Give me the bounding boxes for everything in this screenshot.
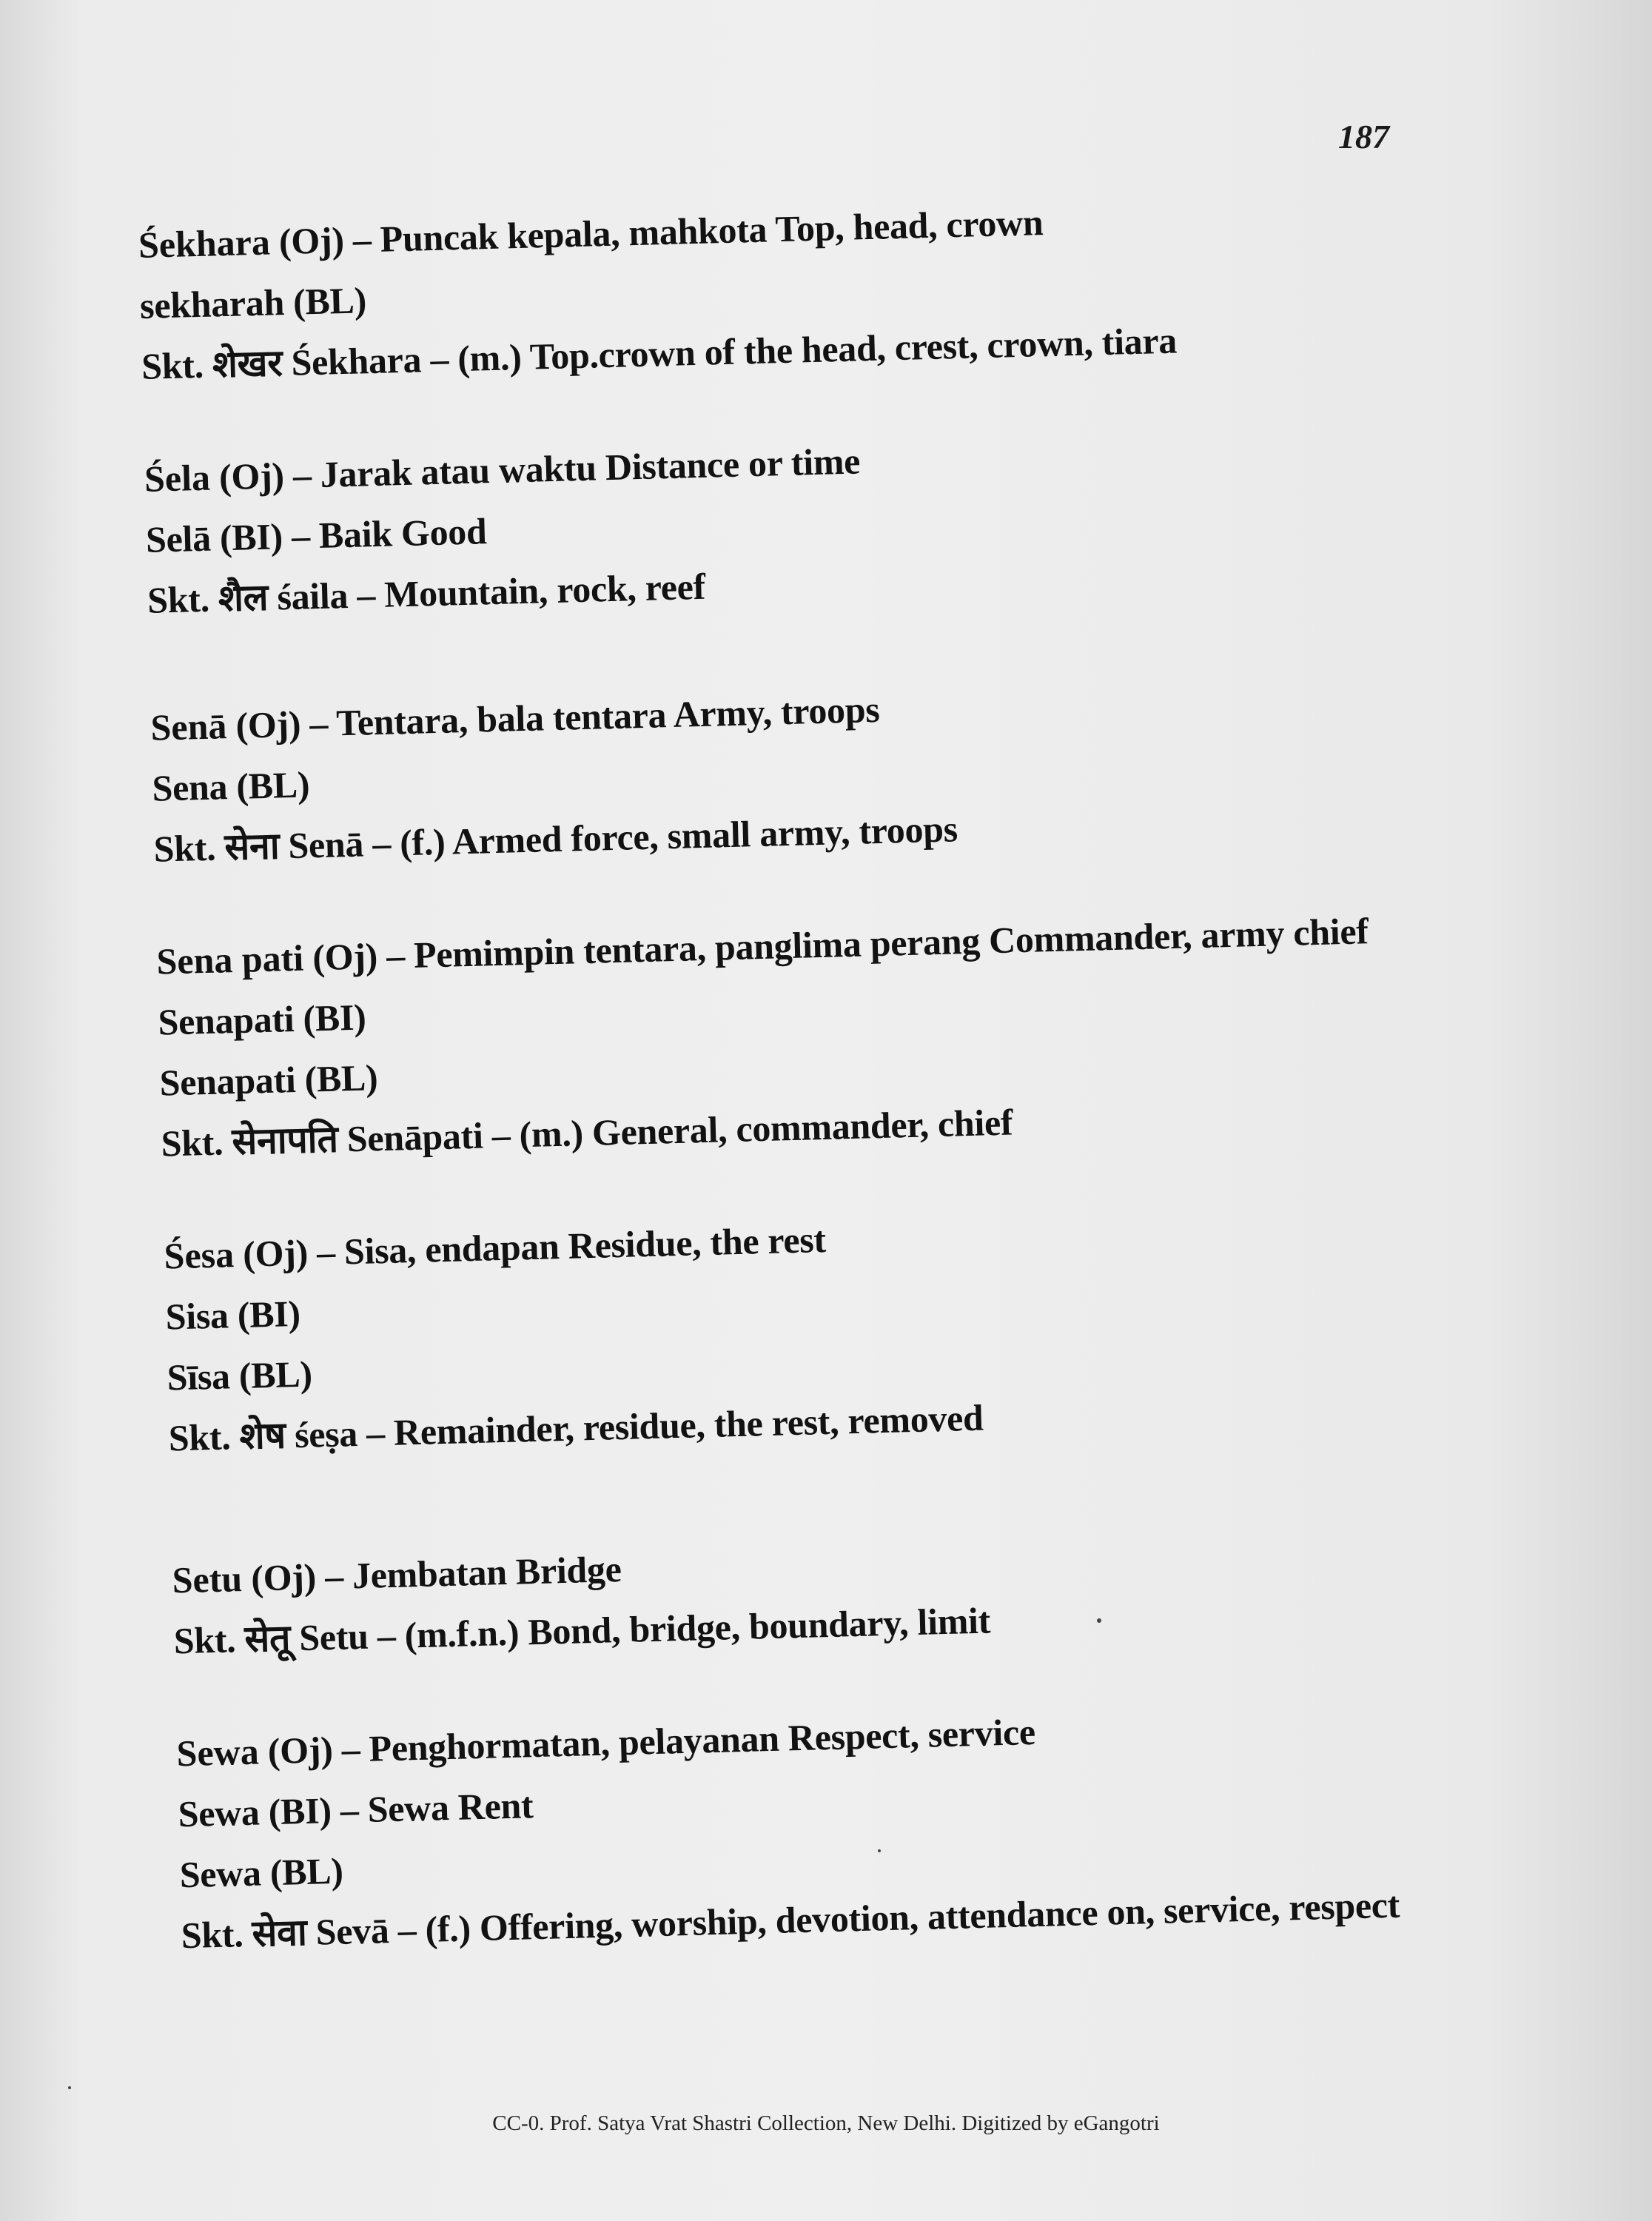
entry-sewa [176, 1689, 1514, 1966]
entry-line: Sīsa (BL) [167, 1353, 313, 1398]
entry-sekhara [138, 181, 1474, 396]
definition-text: (Oj) – Jarak atau waktu Distance or time [218, 440, 861, 498]
entry-line: sekharah (BL) [139, 279, 367, 326]
entry-sela [144, 415, 1480, 630]
headword: Śekhara [138, 221, 271, 266]
ink-speck [878, 1849, 881, 1852]
definition-text: (Oj) – Penghormatan, pelayanan Respect, service [267, 1710, 1036, 1772]
entry-sena [150, 663, 1486, 879]
headword: Senā [150, 705, 228, 748]
headword: Sena pati [155, 937, 304, 982]
headword: Śesa [163, 1233, 235, 1277]
digitization-footer: CC-0. Prof. Satya Vrat Shastri Collection, New Delhi. Digitized by eGangotri [492, 2111, 1160, 2135]
entry-sesa [164, 1192, 1502, 1468]
entry-line: Sewa (BI) – Sewa Rent [177, 1784, 534, 1835]
entry-line: Selā (BI) – Baik Good [145, 510, 488, 560]
entry-line: Senapati (BL) [158, 1056, 379, 1104]
page-number: 187 [1338, 118, 1389, 155]
definition-text: (Oj) – Tentara, bala tentara Army, troops [235, 688, 881, 746]
entry-line: Senapati (BI) [157, 996, 367, 1043]
sanskrit-line: Skt. सेवा Sevā – (f.) Offering, worship, devotion, attendance on, service, respect [181, 1883, 1400, 1957]
definition-text: (Oj) – Jembatan Bridge [250, 1548, 622, 1599]
headword: Sewa [175, 1730, 260, 1775]
sanskrit-line: Skt. सेतू Setu – (m.f.n.) Bond, bridge, boundary, limit [173, 1599, 991, 1662]
entry-setu [172, 1516, 1507, 1671]
definition-text: (Oj) – Pemimpin tentara, panglima perang Commander, army chief [312, 910, 1369, 979]
sanskrit-line: Skt. सेनापति Senāpati – (m.) General, commander, chief [161, 1101, 1013, 1165]
dictionary-entries [138, 181, 1515, 2017]
ink-speck [1097, 1618, 1101, 1623]
sanskrit-line: Skt. सेना Senā – (f.) Armed force, small army, troops [152, 808, 958, 870]
ink-speck [68, 2086, 71, 2089]
entry-line: Sisa (BI) [164, 1292, 301, 1338]
entry-line: Sewa (BL) [179, 1849, 344, 1896]
headword: Śela [144, 456, 211, 500]
entry-line: Sena (BL) [151, 763, 310, 809]
entry-sena-pati [155, 897, 1494, 1173]
sanskrit-line: Skt. शैल śaila – Mountain, rock, reef [147, 565, 706, 621]
sanskrit-line: Skt. शेखर Śekhara – (m.) Top.crown of the head, crest, crown, tiara [141, 319, 1178, 387]
definition-text: (Oj) – Puncak kepala, mahkota Top, head, crown [278, 201, 1044, 263]
sanskrit-line: Skt. शेष śeṣa – Remainder, residue, the rest, removed [168, 1396, 984, 1459]
definition-text: (Oj) – Sisa, endapan Residue, the rest [242, 1218, 827, 1275]
headword: Setu [171, 1558, 243, 1601]
